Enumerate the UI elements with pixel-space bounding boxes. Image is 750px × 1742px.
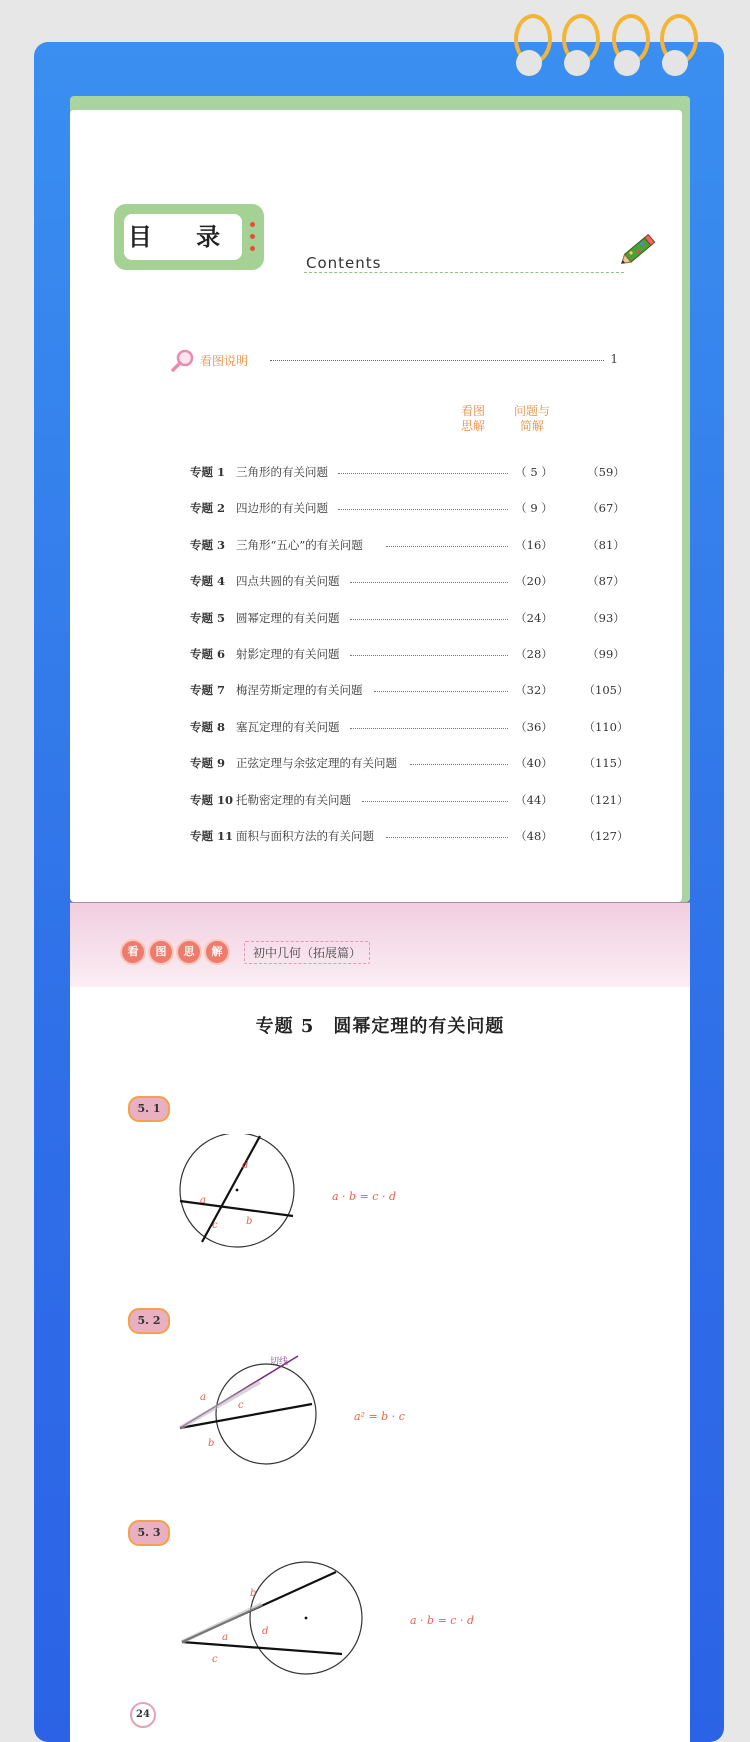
toc-row[interactable] <box>190 573 630 593</box>
dotted-leader <box>386 546 508 547</box>
toc-number: 专题 8 <box>190 719 226 734</box>
toc-title: 三角形“五心”的有关问题 <box>236 537 363 552</box>
header-badge: 思 <box>176 939 202 965</box>
figure-5-1-diagram <box>170 1134 320 1254</box>
toc-row[interactable] <box>190 610 630 630</box>
toc-number: 专题 11 <box>190 829 234 843</box>
binder-hole <box>564 50 590 76</box>
guide-label: 看图说明 <box>200 354 249 368</box>
dotted-leader <box>338 473 508 474</box>
toc-row[interactable] <box>190 792 630 812</box>
figure-5-3-diagram <box>170 1554 370 1684</box>
toc-page-view: （16） <box>515 537 553 552</box>
toc-title: 三角形的有关问题 <box>236 465 328 479</box>
toc-page-problems: （93） <box>587 610 625 625</box>
guide-page: 1 <box>610 352 618 366</box>
toc-page-problems: （81） <box>587 537 625 552</box>
binder-hole <box>516 50 542 76</box>
toc-number: 专题 7 <box>190 683 226 698</box>
header-badge: 图 <box>148 939 174 965</box>
dashed-divider <box>304 272 624 273</box>
book-title: 初中几何（拓展篇） <box>244 941 370 964</box>
toc-number: 专题 2 <box>190 501 226 516</box>
toc-page-problems: （99） <box>587 647 625 661</box>
toc-page-view: （20） <box>515 574 553 589</box>
toc-number: 专题 3 <box>190 537 226 552</box>
toc-row[interactable] <box>190 646 630 666</box>
toc-page-view: （36） <box>515 719 553 734</box>
toc-row[interactable] <box>190 682 630 702</box>
toc-title: 托勒密定理的有关问题 <box>236 792 351 807</box>
segment-label: b <box>250 1588 257 1599</box>
binder-hole <box>662 50 688 76</box>
dotted-leader <box>350 655 508 656</box>
dotted-leader <box>374 691 508 692</box>
column-header-line: 看图 <box>460 404 485 418</box>
header-badge: 看 <box>120 939 146 965</box>
segment-label: c <box>212 1220 218 1231</box>
segment-label: b <box>246 1216 253 1227</box>
column-header-view <box>448 404 498 434</box>
toc-page-view: （ 9 ） <box>515 501 553 516</box>
dotted-leader <box>386 837 508 838</box>
dotted-leader <box>350 582 508 583</box>
toc-title: 四边形的有关问题 <box>236 501 328 516</box>
toc-title: 梅涅劳斯定理的有关问题 <box>236 683 363 698</box>
header-badge: 解 <box>204 939 230 965</box>
dotted-leader <box>350 619 508 620</box>
toc-title: 目 录 <box>124 214 242 260</box>
dotted-leader <box>338 509 508 510</box>
toc-page-view: （ 5 ） <box>515 465 553 479</box>
toc-number: 专题 6 <box>190 647 226 661</box>
toc-page <box>70 96 690 902</box>
formula: a² = b · c <box>354 1410 405 1423</box>
tangent-label: 切线 <box>270 1357 289 1367</box>
toc-sheet <box>70 110 682 902</box>
toc-page-problems: （121） <box>583 792 629 807</box>
toc-page-problems: （105） <box>583 683 629 698</box>
toc-row[interactable] <box>190 755 630 775</box>
toc-row[interactable] <box>190 828 630 848</box>
dotted-leader <box>270 360 604 361</box>
dotted-leader <box>350 728 508 729</box>
toc-page-problems: （115） <box>583 756 629 771</box>
column-header-line: 简解 <box>519 419 544 433</box>
toc-subtitle: Contents <box>306 254 382 272</box>
toc-number: 专题 1 <box>190 465 226 479</box>
content-page <box>70 902 690 1742</box>
binder-hole <box>614 50 640 76</box>
toc-page-view: （24） <box>515 610 553 625</box>
segment-label: c <box>212 1654 218 1665</box>
toc-row[interactable] <box>190 464 630 484</box>
toc-number: 专题 10 <box>190 792 234 807</box>
magnifier-icon <box>170 348 196 374</box>
toc-row[interactable] <box>190 719 630 739</box>
toc-title: 四点共圆的有关问题 <box>236 574 340 589</box>
toc-page-view: （44） <box>515 792 553 807</box>
toc-title: 正弦定理与余弦定理的有关问题 <box>236 756 397 771</box>
page-number: 24 <box>130 1702 156 1728</box>
pencil-icon <box>618 226 662 270</box>
toc-number: 专题 4 <box>190 574 226 589</box>
dot <box>250 246 255 251</box>
formula: a · b = c · d <box>410 1614 474 1627</box>
topic-title: 专题 5 圆幂定理的有关问题 <box>255 1016 505 1037</box>
toc-number: 专题 9 <box>190 756 226 771</box>
toc-row[interactable] <box>190 537 630 557</box>
segment-label: d <box>242 1160 249 1171</box>
dot <box>250 234 255 239</box>
toc-page-view: （48） <box>515 829 553 843</box>
segment-label: d <box>262 1626 269 1637</box>
toc-title: 塞瓦定理的有关问题 <box>236 719 340 734</box>
toc-page-problems: （87） <box>587 574 625 589</box>
toc-page-problems: （59） <box>587 465 625 479</box>
segment-label: a <box>200 1392 206 1403</box>
toc-page-view: （40） <box>515 756 553 771</box>
toc-page-problems: （110） <box>583 719 629 734</box>
segment-label: a <box>222 1632 228 1643</box>
figure-label: 5. 3 <box>128 1520 170 1546</box>
dotted-leader <box>410 764 508 765</box>
toc-title-box <box>114 204 264 270</box>
dot <box>250 222 255 227</box>
column-header-line: 思解 <box>460 419 485 433</box>
toc-page-view: （28） <box>515 647 553 661</box>
dotted-leader <box>362 801 508 802</box>
toc-page-problems: （67） <box>587 501 625 516</box>
toc-title: 面积与面积方法的有关问题 <box>236 829 374 843</box>
figure-label: 5. 1 <box>128 1096 170 1122</box>
segment-label: c <box>238 1400 244 1411</box>
segment-label: b <box>208 1438 215 1449</box>
toc-title: 射影定理的有关问题 <box>236 647 340 661</box>
toc-row[interactable] <box>190 500 630 520</box>
toc-number: 专题 5 <box>190 610 226 625</box>
formula: a · b = c · d <box>332 1190 396 1203</box>
column-header-line: 问题与 <box>513 404 550 418</box>
toc-title: 圆幂定理的有关问题 <box>236 610 340 625</box>
column-header-problems <box>507 404 557 434</box>
figure-label: 5. 2 <box>128 1308 170 1334</box>
page-header <box>70 902 690 987</box>
toc-page-problems: （127） <box>583 829 629 843</box>
segment-label: a <box>200 1195 206 1206</box>
toc-page-view: （32） <box>515 683 553 698</box>
figure-5-2-diagram <box>170 1344 330 1474</box>
